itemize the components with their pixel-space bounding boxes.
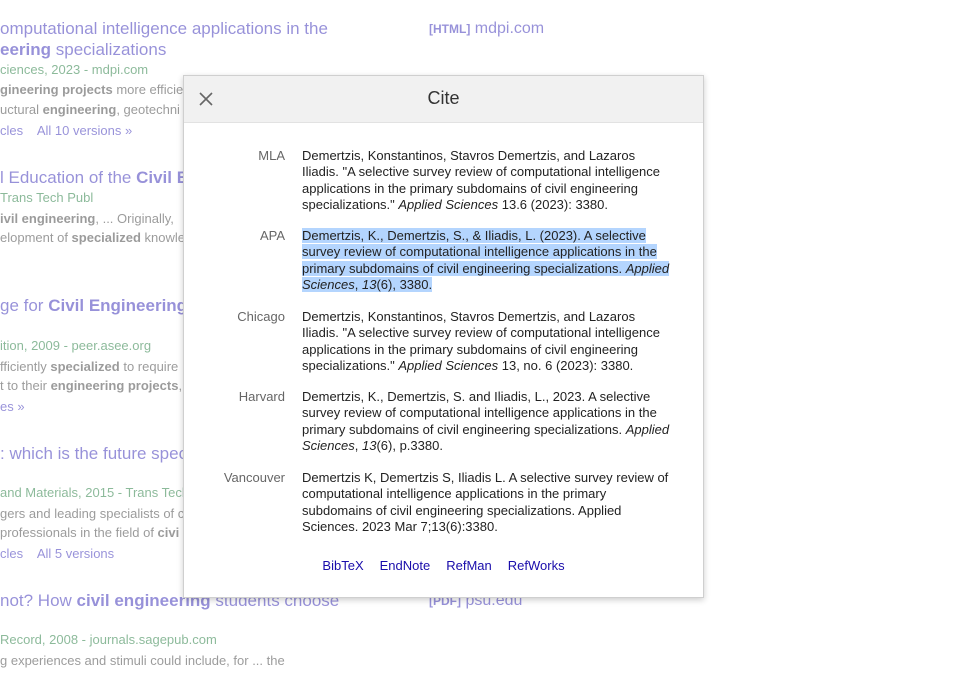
citation-text[interactable] — [302, 148, 670, 213]
citation-text[interactable] — [302, 228, 670, 293]
citation-text-part: Applied Sciences — [302, 421, 670, 453]
citation-text-part: Applied Sciences — [398, 196, 499, 212]
citation-style-label: Chicago — [237, 309, 285, 324]
cite-dialog — [183, 75, 704, 598]
citation-text-part: Demertzis, Konstantinos, Stavros Demertzis, and Lazaros Iliadis. "A selective survey review of computational intelligence applications in the primary subdomains of civil engineering specializations." — [302, 148, 660, 212]
citation-text-part: , — [354, 437, 362, 453]
export-links — [184, 558, 703, 573]
export-refworks-link[interactable]: RefWorks — [507, 558, 565, 573]
citation-text-part: Demertzis K, Demertzis S, Iliadis L. A selective survey review of computational intelligence applications in the primary subdomains of civil engineering specializations. Applied Sciences. 2023 Mar 7;13(6):3380. — [302, 470, 669, 534]
citation-text-part: 13 — [361, 437, 377, 453]
citation-text-part: Demertzis, K., Demertzis, S. and Iliadis, L., 2023. A selective survey review of computational intelligence applications in the primary subdomains of civil engineering specializations. — [302, 389, 657, 437]
citation-text-part: 13 — [361, 276, 377, 292]
dialog-header — [184, 76, 703, 123]
dialog-title: Cite — [427, 88, 460, 108]
citation-text-part: 13, no. 6 (2023): 3380. — [498, 357, 634, 373]
citation-text-part: (6), 3380. — [376, 276, 433, 292]
citation-text-part: Applied Sciences — [398, 357, 499, 373]
citation-style-label: Harvard — [238, 389, 285, 404]
citation-style-label: Vancouver — [223, 470, 285, 485]
citation-text[interactable] — [302, 389, 670, 454]
citation-text[interactable] — [302, 470, 670, 535]
citation-style-label: MLA — [258, 148, 285, 163]
export-bibtex-link[interactable]: BibTeX — [322, 558, 364, 573]
citation-text-part: , — [354, 276, 362, 292]
citation-text-part: 13.6 (2023): 3380. — [498, 196, 608, 212]
citation-text-part: Applied Sciences — [302, 260, 670, 292]
citation-text-part: Demertzis, K., Demertzis, S., & Iliadis, L. (2023). A selective survey review of computational intelligence applications in the primary subdomains of civil engineering specializations. — [302, 228, 657, 276]
export-refman-link[interactable]: RefMan — [446, 558, 492, 573]
text-selection — [302, 228, 669, 292]
citation-text-part: Demertzis, Konstantinos, Stavros Demertzis, and Lazaros Iliadis. "A selective survey review of computational intelligence applications in the primary subdomains of civil engineering specializations." — [302, 309, 660, 373]
citation-text-part: (6), p.3380. — [376, 437, 443, 453]
citation-text[interactable] — [302, 309, 670, 374]
citation-style-label: APA — [259, 228, 285, 243]
export-endnote-link[interactable]: EndNote — [379, 558, 431, 573]
